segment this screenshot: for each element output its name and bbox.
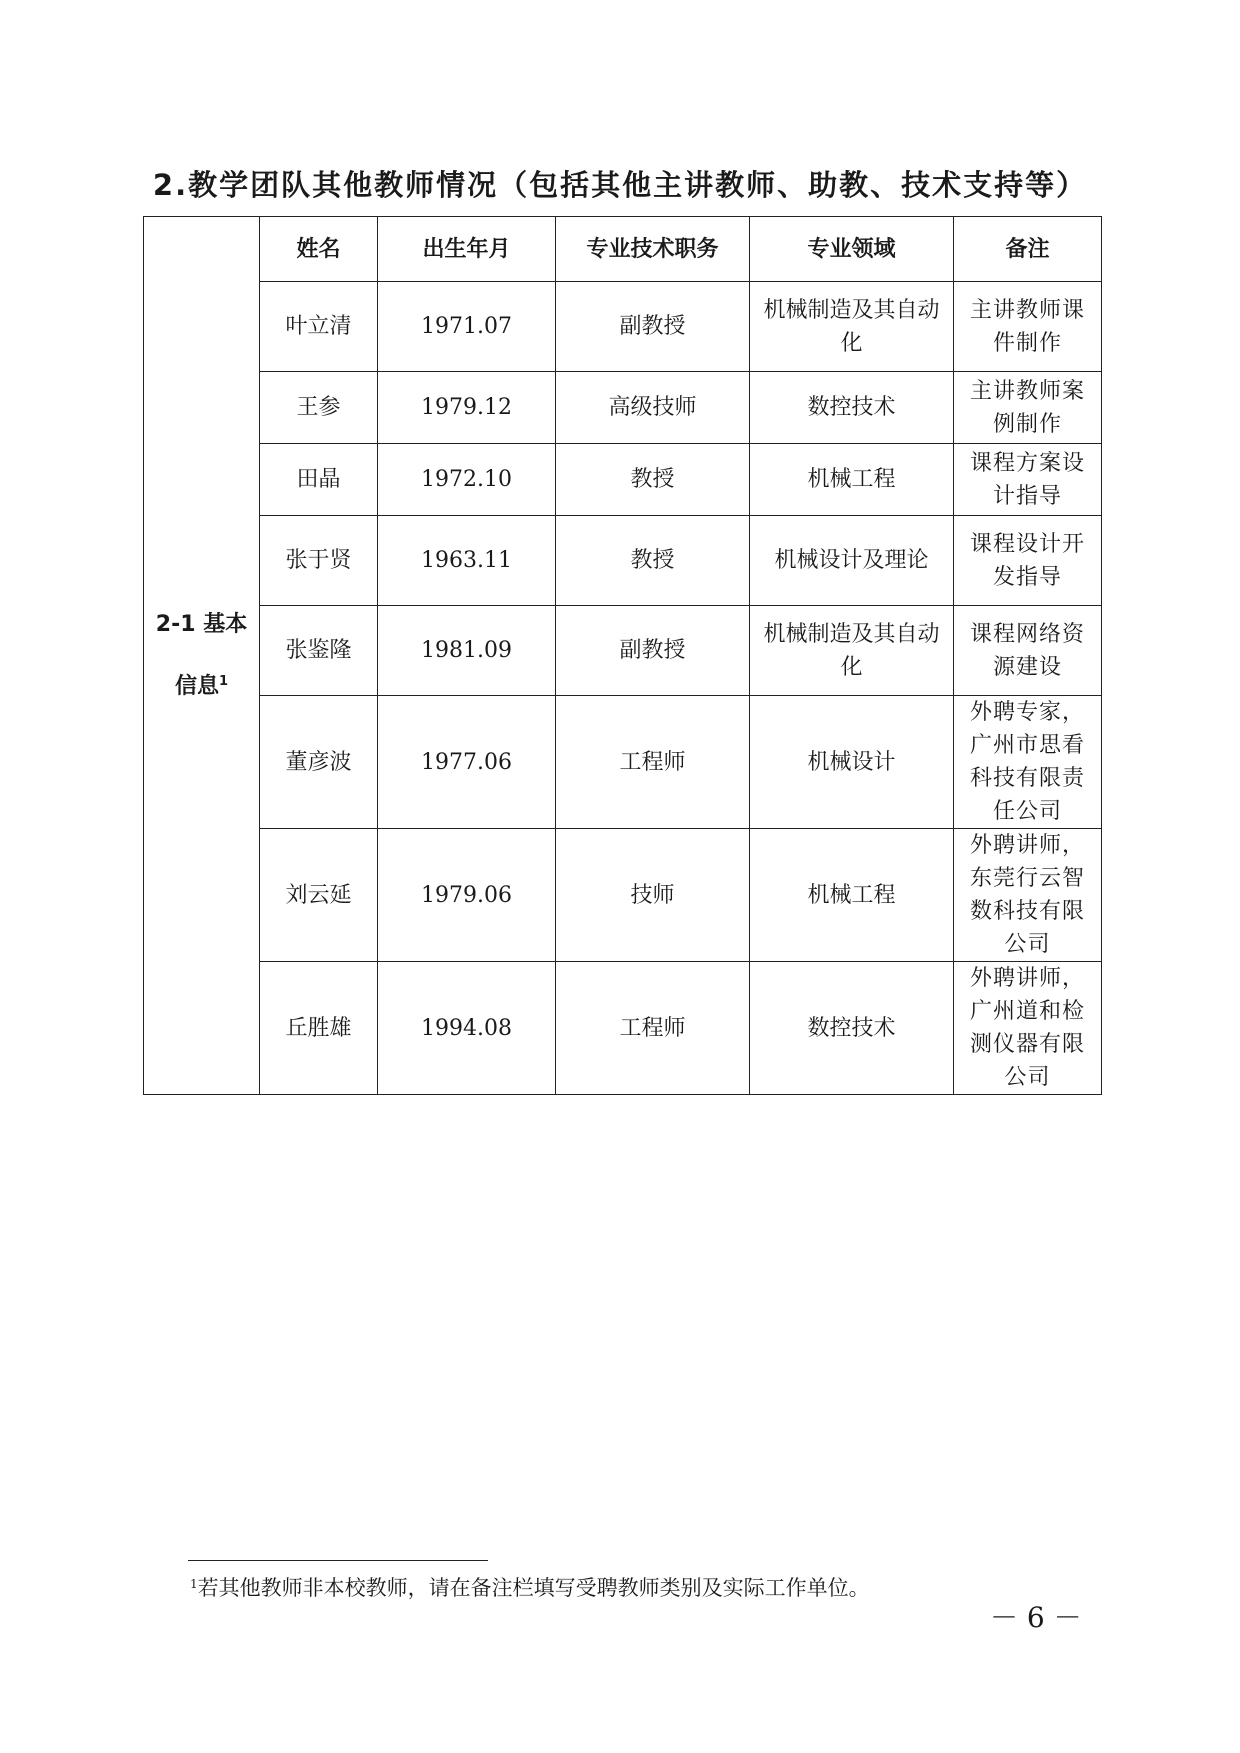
section-title: 2.教学团队其他教师情况（包括其他主讲教师、助教、技术支持等）: [152, 168, 1088, 202]
cell-title: 高级技师: [556, 372, 750, 444]
cell-field: 数控技术: [750, 372, 954, 444]
cell-birth: 1972.10: [378, 444, 556, 516]
cell-name: 田晶: [260, 444, 378, 516]
footnote-number: 1: [190, 1577, 198, 1591]
section-label: 2-1 基本信息: [155, 611, 248, 699]
cell-name: 张于贤: [260, 516, 378, 606]
table-row: [144, 516, 1102, 606]
cell-name: 刘云延: [260, 829, 378, 962]
cell-title: 教授: [556, 516, 750, 606]
cell-note: 课程方案设计指导: [954, 444, 1102, 516]
header-note: 备注: [954, 217, 1102, 282]
cell-field: 机械制造及其自动化: [750, 282, 954, 372]
header-name: 姓名: [260, 217, 378, 282]
cell-name: 张鉴隆: [260, 606, 378, 696]
section-label-cell: [144, 217, 260, 1095]
cell-note: 外聘专家，广州市思看科技有限责任公司: [954, 696, 1102, 829]
cell-field: 机械工程: [750, 444, 954, 516]
header-title: 专业技术职务: [556, 217, 750, 282]
cell-birth: 1971.07: [378, 282, 556, 372]
cell-note: 课程设计开发指导: [954, 516, 1102, 606]
cell-name: 董彦波: [260, 696, 378, 829]
footnote-text: 若其他教师非本校教师，请在备注栏填写受聘教师类别及实际工作单位。: [197, 1576, 870, 1600]
header-field: 专业领域: [750, 217, 954, 282]
table-row: [144, 829, 1102, 962]
cell-note: 外聘讲师，广州道和检测仪器有限公司: [954, 962, 1102, 1095]
header-birth: 出生年月: [378, 217, 556, 282]
cell-note: 外聘讲师，东莞行云智数科技有限公司: [954, 829, 1102, 962]
table-row: [144, 444, 1102, 516]
cell-name: 王参: [260, 372, 378, 444]
cell-title: 教授: [556, 444, 750, 516]
table-row: [144, 606, 1102, 696]
table-row: [144, 372, 1102, 444]
cell-title: 工程师: [556, 962, 750, 1095]
page-number: － 6 －: [990, 1601, 1082, 1634]
cell-note: 课程网络资源建设: [954, 606, 1102, 696]
cell-birth: 1963.11: [378, 516, 556, 606]
cell-note: 主讲教师课件制作: [954, 282, 1102, 372]
cell-note: 主讲教师案例制作: [954, 372, 1102, 444]
teacher-info-table: [143, 216, 1102, 1095]
footnote-divider: [188, 1560, 488, 1561]
cell-field: 机械设计: [750, 696, 954, 829]
cell-birth: 1977.06: [378, 696, 556, 829]
footnote-marker: 1: [218, 673, 229, 689]
cell-birth: 1979.12: [378, 372, 556, 444]
cell-birth: 1981.09: [378, 606, 556, 696]
cell-field: 数控技术: [750, 962, 954, 1095]
cell-title: 副教授: [556, 606, 750, 696]
cell-field: 机械设计及理论: [750, 516, 954, 606]
cell-name: 叶立清: [260, 282, 378, 372]
cell-title: 工程师: [556, 696, 750, 829]
cell-title: 副教授: [556, 282, 750, 372]
cell-field: 机械制造及其自动化: [750, 606, 954, 696]
footnote: [190, 1572, 870, 1602]
table-row: [144, 282, 1102, 372]
cell-field: 机械工程: [750, 829, 954, 962]
cell-birth: 1979.06: [378, 829, 556, 962]
cell-birth: 1994.08: [378, 962, 556, 1095]
table-row: [144, 696, 1102, 829]
table-row: [144, 962, 1102, 1095]
cell-name: 丘胜雄: [260, 962, 378, 1095]
cell-title: 技师: [556, 829, 750, 962]
table-header-row: [144, 217, 1102, 282]
